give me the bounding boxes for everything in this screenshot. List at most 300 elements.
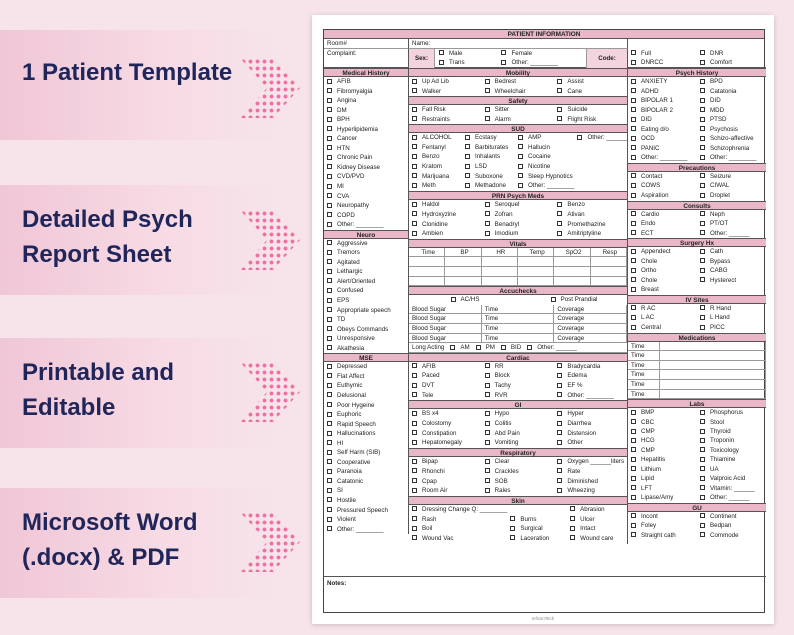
checklist-item[interactable] [628, 49, 697, 59]
checkbox[interactable] [327, 412, 332, 417]
checklist-item[interactable] [409, 381, 482, 391]
checklist-item[interactable] [567, 534, 627, 544]
checklist-item[interactable] [574, 143, 627, 153]
checkbox[interactable] [412, 392, 417, 397]
checklist-item[interactable] [482, 229, 555, 239]
accucheck-cell[interactable]: Blood Sugar [409, 324, 482, 334]
checkbox[interactable] [631, 532, 636, 537]
medication-row[interactable] [628, 351, 766, 361]
checkbox[interactable] [700, 88, 705, 93]
checkbox[interactable] [327, 431, 332, 436]
checklist-item[interactable] [324, 334, 408, 344]
checklist-item[interactable] [574, 162, 627, 172]
checkbox[interactable] [700, 268, 705, 273]
checkbox[interactable] [327, 107, 332, 112]
checklist-item[interactable] [324, 325, 408, 335]
vitals-cell[interactable] [445, 277, 481, 287]
checklist-item[interactable] [482, 87, 555, 97]
checkbox[interactable] [327, 98, 332, 103]
checkbox[interactable] [412, 535, 417, 540]
checklist-item[interactable] [554, 381, 627, 391]
checkbox[interactable] [631, 211, 636, 216]
checkbox[interactable] [485, 421, 490, 426]
checklist-item[interactable] [324, 153, 408, 163]
checklist-item[interactable] [324, 125, 408, 135]
checkbox[interactable] [510, 516, 515, 521]
checkbox[interactable] [412, 164, 417, 169]
checkbox[interactable] [327, 507, 332, 512]
checklist-item[interactable] [409, 419, 482, 429]
checkbox[interactable] [631, 145, 636, 150]
checklist-item[interactable] [697, 313, 766, 323]
checkbox[interactable] [631, 193, 636, 198]
checkbox[interactable] [501, 345, 506, 350]
checkbox[interactable] [700, 211, 705, 216]
checkbox[interactable] [485, 116, 490, 121]
checklist-item[interactable] [628, 229, 697, 239]
checklist-item[interactable] [567, 515, 627, 525]
checkbox[interactable] [327, 259, 332, 264]
checklist-item[interactable] [482, 220, 555, 230]
checklist-item[interactable] [409, 105, 482, 115]
checkbox[interactable] [631, 173, 636, 178]
checklist-item[interactable] [409, 210, 482, 220]
checklist-item[interactable] [324, 87, 408, 97]
checkbox[interactable] [485, 459, 490, 464]
accucheck-cell[interactable]: Blood Sugar [409, 334, 482, 344]
checklist-item[interactable] [628, 531, 697, 541]
checklist-item[interactable] [324, 515, 408, 525]
checklist-item[interactable] [409, 162, 462, 172]
checkbox[interactable] [700, 79, 705, 84]
checklist-item[interactable] [697, 427, 766, 436]
checklist-item[interactable] [324, 192, 408, 202]
checkbox[interactable] [631, 287, 636, 292]
checkbox[interactable] [327, 145, 332, 150]
checklist-item[interactable] [697, 210, 766, 220]
checklist-item[interactable] [482, 371, 555, 381]
checklist-item[interactable] [628, 191, 697, 201]
checkbox[interactable] [327, 184, 332, 189]
accucheck-cell[interactable]: Time [482, 314, 555, 324]
checklist-item[interactable] [697, 49, 766, 59]
checkbox[interactable] [412, 506, 417, 511]
checklist-item[interactable] [628, 87, 697, 97]
checkbox[interactable] [327, 298, 332, 303]
checkbox[interactable] [476, 345, 481, 350]
checklist-item[interactable] [409, 87, 482, 97]
checkbox[interactable] [327, 222, 332, 227]
checkbox[interactable] [700, 325, 705, 330]
checkbox[interactable] [700, 193, 705, 198]
checkbox[interactable] [485, 79, 490, 84]
checklist-item[interactable] [628, 484, 697, 493]
checklist-item[interactable] [324, 96, 408, 106]
checklist-item[interactable] [628, 257, 697, 267]
checkbox[interactable] [485, 231, 490, 236]
checkbox[interactable] [485, 107, 490, 112]
checklist-item[interactable] [697, 408, 766, 417]
checkbox[interactable] [485, 383, 490, 388]
checkbox[interactable] [631, 221, 636, 226]
checkbox[interactable] [557, 440, 562, 445]
checkbox[interactable] [327, 307, 332, 312]
checkbox[interactable] [412, 430, 417, 435]
checklist-item[interactable] [697, 219, 766, 229]
checklist-item[interactable] [697, 465, 766, 474]
checklist-item[interactable] [697, 115, 766, 125]
checklist-item[interactable] [628, 125, 697, 135]
checklist-item[interactable] [697, 77, 766, 87]
checklist-item[interactable] [462, 162, 515, 172]
checkbox[interactable] [700, 429, 705, 434]
checkbox[interactable] [557, 107, 562, 112]
checklist-item[interactable] [554, 391, 627, 401]
checklist-item[interactable] [628, 323, 697, 333]
checklist-item[interactable] [324, 410, 408, 420]
checkbox[interactable] [631, 249, 636, 254]
checkbox[interactable] [327, 250, 332, 255]
checklist-item[interactable] [697, 229, 766, 239]
checklist-item[interactable] [554, 429, 627, 439]
checkbox[interactable] [557, 116, 562, 121]
accucheck-cell[interactable]: Coverage [554, 314, 627, 324]
checkbox[interactable] [485, 211, 490, 216]
checklist-item[interactable] [324, 201, 408, 211]
checklist-item[interactable] [324, 439, 408, 449]
checklist-item[interactable] [628, 418, 697, 427]
checklist-item[interactable] [628, 446, 697, 455]
checklist-item[interactable] [462, 143, 515, 153]
checkbox[interactable] [570, 526, 575, 531]
checklist-item[interactable] [482, 457, 555, 467]
checkbox[interactable] [412, 383, 417, 388]
checkbox[interactable] [412, 478, 417, 483]
checkbox[interactable] [450, 345, 455, 350]
checkbox[interactable] [412, 231, 417, 236]
checkbox[interactable] [327, 203, 332, 208]
checklist-item[interactable] [482, 210, 555, 220]
checkbox[interactable] [631, 495, 636, 500]
checkbox[interactable] [700, 117, 705, 122]
checklist-item[interactable] [324, 211, 408, 221]
checkbox[interactable] [485, 488, 490, 493]
checkbox[interactable] [631, 315, 636, 320]
checkbox[interactable] [327, 326, 332, 331]
checkbox[interactable] [557, 231, 562, 236]
checkbox[interactable] [557, 430, 562, 435]
checklist-item[interactable] [697, 512, 766, 522]
checkbox[interactable] [465, 183, 470, 188]
checkbox[interactable] [485, 221, 490, 226]
checklist-item[interactable] [628, 285, 697, 295]
checkbox[interactable] [412, 363, 417, 368]
checklist-item[interactable] [567, 505, 627, 515]
checkbox[interactable] [570, 506, 575, 511]
checklist-item[interactable] [554, 362, 627, 372]
checklist-item[interactable] [409, 467, 482, 477]
checkbox[interactable] [631, 438, 636, 443]
checklist-item[interactable] [409, 524, 507, 534]
checklist-item[interactable] [628, 153, 697, 163]
checklist-item[interactable] [554, 486, 627, 496]
checkbox[interactable] [412, 107, 417, 112]
checklist-item[interactable] [697, 304, 766, 314]
checkbox[interactable] [631, 230, 636, 235]
checkbox[interactable] [327, 317, 332, 322]
checklist-item[interactable] [554, 371, 627, 381]
checklist-item[interactable] [482, 200, 555, 210]
checkbox[interactable] [327, 450, 332, 455]
checklist-item[interactable] [462, 133, 515, 143]
checkbox[interactable] [527, 345, 532, 350]
checkbox[interactable] [557, 459, 562, 464]
checkbox[interactable] [412, 202, 417, 207]
checkbox[interactable] [700, 476, 705, 481]
medication-entry[interactable] [660, 342, 766, 352]
checkbox[interactable] [700, 126, 705, 131]
checklist-item[interactable] [436, 58, 498, 68]
checklist-item[interactable] [324, 506, 408, 516]
checklist-item[interactable] [324, 172, 408, 182]
room-field[interactable]: Room# [324, 39, 409, 49]
checkbox[interactable] [557, 411, 562, 416]
checkbox[interactable] [518, 173, 523, 178]
checkbox[interactable] [327, 478, 332, 483]
checklist-item[interactable] [628, 521, 697, 531]
accucheck-cell[interactable]: Coverage [554, 324, 627, 334]
checkbox[interactable] [412, 421, 417, 426]
checkbox[interactable] [327, 383, 332, 388]
checkbox[interactable] [700, 221, 705, 226]
medication-row[interactable] [628, 390, 766, 400]
checkbox[interactable] [412, 173, 417, 178]
checkbox[interactable] [412, 183, 417, 188]
checkbox[interactable] [485, 392, 490, 397]
checkbox[interactable] [510, 526, 515, 531]
checklist-item[interactable] [628, 134, 697, 144]
checkbox[interactable] [631, 50, 636, 55]
checkbox[interactable] [631, 457, 636, 462]
checkbox[interactable] [327, 174, 332, 179]
checkbox[interactable] [412, 468, 417, 473]
checkbox[interactable] [485, 363, 490, 368]
checklist-item[interactable] [628, 474, 697, 483]
checkbox[interactable] [412, 221, 417, 226]
checklist-item[interactable] [324, 486, 408, 496]
checklist-item[interactable] [697, 276, 766, 286]
checkbox[interactable] [412, 373, 417, 378]
checklist-item[interactable] [409, 220, 482, 230]
checklist-item[interactable] [697, 521, 766, 531]
checklist-item[interactable] [409, 200, 482, 210]
checkbox[interactable] [327, 88, 332, 93]
checkbox[interactable] [700, 523, 705, 528]
checkbox[interactable] [485, 202, 490, 207]
checklist-item[interactable] [409, 477, 482, 487]
checklist-item[interactable] [515, 143, 574, 153]
checklist-item[interactable] [574, 181, 627, 191]
checkbox[interactable] [700, 183, 705, 188]
checklist-item[interactable] [628, 219, 697, 229]
checklist-item[interactable] [324, 144, 408, 154]
checkbox[interactable] [700, 249, 705, 254]
checklist-item[interactable] [628, 58, 697, 68]
checklist-item[interactable] [324, 448, 408, 458]
checklist-item[interactable] [409, 229, 482, 239]
checklist-item[interactable] [697, 531, 766, 541]
checkbox[interactable] [570, 516, 575, 521]
checkbox[interactable] [327, 392, 332, 397]
checklist-item[interactable] [628, 115, 697, 125]
checklist-item[interactable] [697, 172, 766, 182]
checklist-item[interactable] [498, 49, 586, 59]
checklist-item[interactable] [409, 534, 507, 544]
checklist-item[interactable] [628, 512, 697, 522]
checkbox[interactable] [557, 488, 562, 493]
checkbox[interactable] [700, 457, 705, 462]
checklist-item[interactable] [574, 152, 627, 162]
checkbox[interactable] [465, 173, 470, 178]
checklist-item[interactable] [697, 436, 766, 445]
name-field[interactable]: Name: [409, 39, 628, 49]
checkbox[interactable] [631, 325, 636, 330]
checklist-item[interactable] [462, 172, 515, 182]
checkbox[interactable] [700, 447, 705, 452]
checklist-item[interactable] [324, 115, 408, 125]
checklist-item[interactable] [574, 172, 627, 182]
checkbox[interactable] [631, 429, 636, 434]
checkbox[interactable] [557, 383, 562, 388]
checkbox[interactable] [501, 60, 506, 65]
checklist-item[interactable] [409, 486, 482, 496]
checklist-item[interactable] [574, 133, 627, 143]
checkbox[interactable] [557, 392, 562, 397]
checklist-item[interactable] [628, 144, 697, 154]
medication-entry[interactable] [660, 380, 766, 390]
accucheck-cell[interactable]: Coverage [554, 334, 627, 344]
checklist-item[interactable] [628, 493, 697, 502]
checklist-item[interactable] [482, 477, 555, 487]
checklist-item[interactable] [409, 457, 482, 467]
vitals-cell[interactable] [591, 267, 627, 277]
vitals-cell[interactable] [482, 267, 518, 277]
checkbox[interactable] [412, 79, 417, 84]
accucheck-cell[interactable]: Time [482, 324, 555, 334]
checkbox[interactable] [700, 315, 705, 320]
checkbox[interactable] [700, 98, 705, 103]
checklist-item[interactable] [697, 58, 766, 68]
medication-entry[interactable] [660, 370, 766, 380]
checklist-item[interactable] [409, 115, 482, 125]
checkbox[interactable] [700, 532, 705, 537]
checklist-item[interactable] [554, 229, 627, 239]
checklist-item[interactable] [518, 295, 627, 305]
medication-row[interactable] [628, 342, 766, 352]
checklist-item[interactable] [409, 362, 482, 372]
checkbox[interactable] [327, 288, 332, 293]
vitals-cell[interactable] [482, 257, 518, 267]
checkbox[interactable] [518, 154, 523, 159]
checkbox[interactable] [412, 411, 417, 416]
vitals-cell[interactable] [445, 257, 481, 267]
complaint-field[interactable]: Complaint: [324, 49, 409, 69]
checkbox[interactable] [570, 535, 575, 540]
checkbox[interactable] [700, 305, 705, 310]
checklist-item[interactable] [324, 220, 408, 230]
checkbox[interactable] [700, 438, 705, 443]
checklist-item[interactable] [409, 515, 507, 525]
checkbox[interactable] [700, 107, 705, 112]
checklist-item[interactable] [697, 134, 766, 144]
checklist-item[interactable] [409, 429, 482, 439]
checkbox[interactable] [631, 107, 636, 112]
checkbox[interactable] [551, 297, 556, 302]
checklist-item[interactable] [324, 277, 408, 287]
checkbox[interactable] [631, 485, 636, 490]
checklist-item[interactable] [515, 172, 574, 182]
checkbox[interactable] [557, 373, 562, 378]
checklist-item[interactable] [324, 391, 408, 401]
checkbox[interactable] [700, 495, 705, 500]
checkbox[interactable] [557, 478, 562, 483]
checklist-item[interactable] [462, 152, 515, 162]
checklist-item[interactable] [697, 106, 766, 116]
checkbox[interactable] [327, 364, 332, 369]
checkbox[interactable] [327, 345, 332, 350]
checklist-item[interactable] [324, 477, 408, 487]
checklist-item[interactable] [697, 153, 766, 163]
notes-field[interactable]: Notes: [324, 576, 766, 614]
checklist-item[interactable] [697, 474, 766, 483]
checklist-item[interactable] [554, 210, 627, 220]
checklist-item[interactable] [324, 420, 408, 430]
vitals-cell[interactable] [482, 277, 518, 287]
checklist-item[interactable] [409, 391, 482, 401]
checklist-item[interactable] [628, 247, 697, 257]
checklist-item[interactable] [482, 438, 555, 448]
checkbox[interactable] [631, 513, 636, 518]
checklist-item[interactable] [628, 455, 697, 464]
checklist-item[interactable] [628, 427, 697, 436]
checkbox[interactable] [485, 373, 490, 378]
checklist-item[interactable] [409, 371, 482, 381]
checkbox[interactable] [631, 258, 636, 263]
checklist-item[interactable] [554, 115, 627, 125]
checklist-item[interactable] [324, 458, 408, 468]
checklist-item[interactable] [697, 257, 766, 267]
checkbox[interactable] [465, 154, 470, 159]
checkbox[interactable] [327, 497, 332, 502]
vitals-cell[interactable] [409, 277, 445, 287]
checkbox[interactable] [327, 164, 332, 169]
checkbox[interactable] [631, 136, 636, 141]
checkbox[interactable] [327, 526, 332, 531]
checklist-item[interactable] [409, 152, 462, 162]
checkbox[interactable] [557, 363, 562, 368]
accucheck-cell[interactable]: Blood Sugar [409, 305, 482, 315]
checkbox[interactable] [557, 421, 562, 426]
checkbox[interactable] [412, 440, 417, 445]
checklist-item[interactable] [697, 247, 766, 257]
checkbox[interactable] [631, 410, 636, 415]
checklist-item[interactable] [628, 276, 697, 286]
checklist-item[interactable] [628, 106, 697, 116]
medication-row[interactable] [628, 380, 766, 390]
checkbox[interactable] [327, 126, 332, 131]
accucheck-row[interactable] [409, 334, 627, 344]
checklist-item[interactable] [324, 372, 408, 382]
